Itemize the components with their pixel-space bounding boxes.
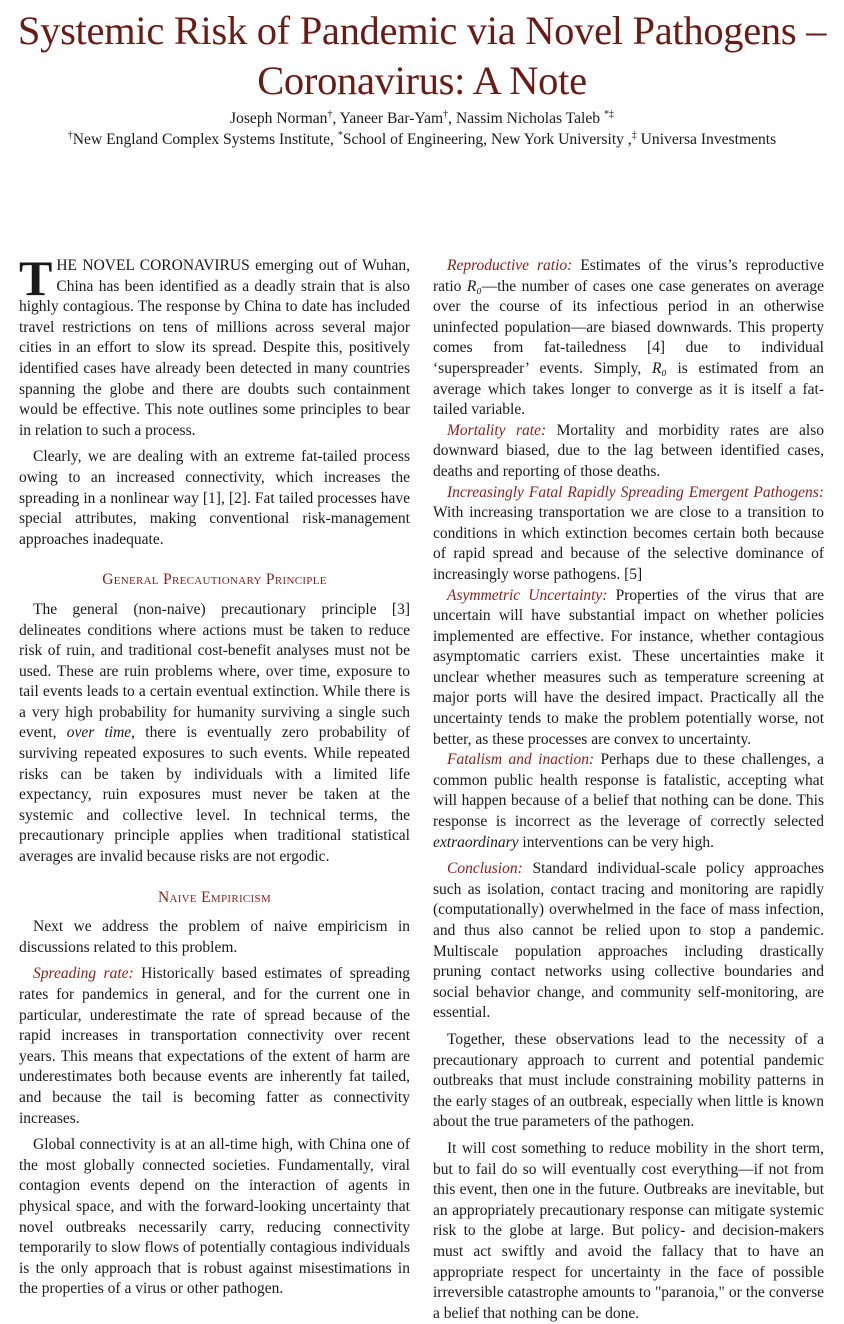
paragraph-label: Mortality rate:: [447, 421, 547, 439]
paragraph-text: Next we address the problem of naive empiricism in discussions related to this problem.: [19, 918, 410, 956]
paragraph-text: , there is eventually zero probability of surviving repeated exposures to such events. While repeated risks can be taken by individuals with a limited life expectancy, ruin exposures must never be taken at the systemic and collective level. In technical terms, the precautionary principle applies when traditional statistical averages are invalid because risks are not ergodic.: [19, 724, 410, 866]
paragraph: [19, 917, 410, 958]
paragraph: [433, 859, 824, 1024]
paragraph: [433, 750, 824, 853]
section-heading: Naive Empiricism: [157, 888, 272, 906]
paragraph-text: Global connectivity is at an all-time high, with China one of the most globally connected societies. Fundamentally, viral contagion events depend on the interaction of agents in physical space, and with the forward-looking uncertainty that novel outbreaks necessarily carry, reducing connectivity temporarily to slow flows of potentially contagious individuals is the only approach that is robust against misestimations in the properties of a virus or other pathogen.: [19, 1136, 410, 1298]
paragraph-text: HE NOVEL CORONAVIRUS emerging out of Wuhan, China has been identified as a deadly strain that is also highly contagious. The response by China to date has included travel restrictions on tens of millions across several major cities in an effort to slow its spread. Despite this, positively identified cases have already been detected in many countries spanning the globe and there are doubts such containment would be effective. This note outlines some principles to bear in relation to such a process.: [19, 257, 410, 439]
affiliation: Universa Investments: [636, 131, 777, 148]
paragraph: [433, 483, 824, 586]
paper-title: [0, 6, 844, 106]
paragraph-text: is estimated from an average which takes longer to converge as it is itself a fat-tailed variable.: [433, 359, 825, 419]
paragraph-text: Standard individual-scale policy approaches such as isolation, contact tracing and monitoring are rapidly (computationally) overwhelmed in the face of mass infection, and thus also cannot be relied upon to stop a pandemic. Multiscale population approaches including drastically pruning contact networks using collective boundaries and social behavior change, and community self-monitoring, are essential.: [433, 860, 824, 1022]
paragraph: [19, 447, 410, 550]
paragraph-text: Together, these observations lead to the necessity of a precautionary approach to current and potential pandemic outbreaks that must include constraining mobility patterns in the early stages of an outbreak, especially when little is known about the true parameters of the pathogen.: [433, 1030, 824, 1131]
author: Nassim Nicholas Taleb: [455, 110, 604, 127]
paragraph: [433, 1139, 824, 1324]
author: Yaneer Bar-Yam: [339, 110, 444, 127]
paragraph-label: Asymmetric Uncertainty:: [447, 586, 608, 604]
paragraph-label: Conclusion:: [447, 860, 523, 878]
paragraph: [433, 421, 824, 483]
paragraph-label: Reproductive ratio:: [447, 257, 573, 274]
author-list: Joseph Norman†, Yaneer Bar-Yam†, Nassim Nicholas Taleb *‡: [229, 108, 614, 127]
paragraph-label: Increasingly Fatal Rapidly Spreading Emergent Pathogens:: [447, 483, 824, 501]
paragraph-text: Clearly, we are dealing with an extreme fat-tailed process owing to an increased connectivity, which increases the spreading in a nonlinear way [1], [2]. Fat tailed processes have special attributes, making conventional risk-management approaches inadequate.: [19, 448, 410, 548]
author: Joseph Norman: [229, 110, 328, 127]
emphasis-text: extraordinary: [433, 833, 519, 851]
left-column: [19, 250, 410, 1300]
author-mark: *‡: [604, 108, 614, 120]
affiliation: New England Complex Systems Institute,: [72, 131, 338, 148]
section-heading: General Precautionary Principle: [102, 571, 327, 589]
paragraph-text: The general (non-naive) precautionary principle [3] delineates conditions where actions must be taken to reduce risk of ruin, and traditional cost-benefit analyses must not be used. These are ruin problems where, over time, exposure to tail events leads to a certain eventual extinction. While there is a very high probability for humanity surviving a single such event,: [19, 600, 410, 742]
paragraph-label: Spreading rate:: [33, 965, 134, 983]
paragraph-text: Properties of the virus that are uncertain will have substantial impact on whether policies implemented are effective. For instance, whether contagious asymptomatic carriers exist. These uncertainties make it unclear whether measures such as temperature screening at major ports will have the desired impact. Practically all the uncertainty tends to make the problem potentially worse, not better, as these processes are convex to uncertainty.: [433, 586, 824, 748]
paragraph-text: —the number of cases one case generates on average over the course of its infectious period in an otherwise uninfected population—are biased downwards. This property comes from fat-tailedness [4] due to individual ‘superspreader’ events. Simply,: [433, 277, 824, 377]
emphasis-text: over time: [66, 724, 132, 742]
affiliation-list: [0, 129, 844, 150]
paragraph-text: interventions can be very high.: [518, 833, 714, 851]
paragraph: [433, 586, 824, 751]
paragraph-label: Fatalism and inaction:: [447, 751, 595, 769]
authors-block: [0, 108, 844, 150]
author-mark: †: [327, 108, 333, 120]
paragraph-text: With increasing transportation we are close to a transition to conditions in which extinction becomes certain both because of rapid spread and because of the selective dominance of increasingly worse pathogens. [5]: [433, 504, 824, 583]
affiliation-mark: †: [67, 129, 73, 141]
paragraph: [19, 1135, 410, 1300]
affiliation-mark: ‡: [631, 129, 637, 141]
paragraph: [19, 250, 410, 441]
emphasis-text: R₀: [651, 359, 667, 377]
drop-cap: T: [19, 250, 53, 306]
paragraph-text: It will cost something to reduce mobility in the short term, but to fail do so will eventually cost everything—if not from this event, then one in the future. Outbreaks are inevitable, but an appropriately precautionary response can mitigate systemic risk to the globe at large. But policy- and decision-makers must act swiftly and avoid the fallacy that to have an appropriate respect for uncertainty in the face of possible irreversible catastrophe amounts to "paranoia," or the converse a belief that nothing can be done.: [433, 1139, 824, 1322]
paragraph: [19, 600, 410, 868]
title-line-1: Systemic Risk of Pandemic via Novel Pathogens –: [17, 8, 827, 53]
title-line-2: Coronavirus: A Note: [257, 58, 587, 103]
right-column: [433, 256, 824, 1324]
paragraph: [433, 1030, 824, 1133]
affiliation: School of Engineering, New York University ,: [342, 131, 632, 148]
paragraph: [433, 256, 824, 421]
paragraph-text: Perhaps due to these challenges, a common public health response is fatalistic, accepting what will happen because of a belief that nothing can be done. This response is incorrect as the leverage of correctly selected: [433, 751, 824, 831]
paragraph-text: Estimates of the virus’s reproductive ratio: [433, 257, 824, 295]
paragraph-text: Mortality and morbidity rates are also downward biased, due to the lag between identified cases, deaths and reporting of those deaths.: [433, 421, 824, 480]
author-mark: †: [443, 108, 449, 120]
affiliation-mark: *: [337, 129, 343, 141]
paragraph: [19, 964, 410, 1129]
paragraph-text: Historically based estimates of spreading rates for pandemics in general, and for the current one in particular, underestimate the rate of spread because of the rapid increases in transportation connectivity over recent years. This means that expectations of the extent of harm are underestimates both because events are inherently fat tailed, and because the tail is becoming fatter as connectivity increases.: [19, 965, 410, 1127]
emphasis-text: R₀: [466, 277, 482, 295]
